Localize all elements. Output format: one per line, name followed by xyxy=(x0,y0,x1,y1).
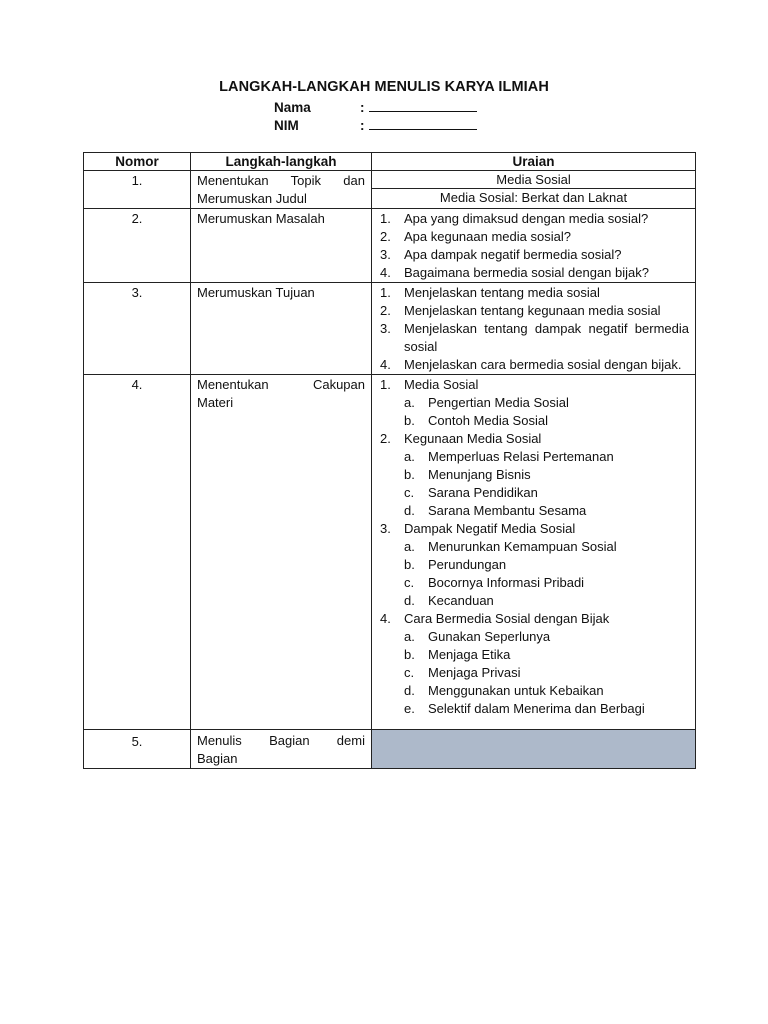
sub-list-item xyxy=(404,682,689,700)
sub-list-text: Menjaga Privasi xyxy=(428,665,521,680)
list-marker: 1. xyxy=(380,377,391,392)
sub-list-item xyxy=(404,466,689,484)
objective-list xyxy=(372,283,695,374)
sub-list-item xyxy=(404,592,689,610)
list-item xyxy=(380,264,689,282)
list-marker: 3. xyxy=(380,521,391,536)
sub-list-text: Pengertian Media Sosial xyxy=(428,395,569,410)
list-item xyxy=(380,284,689,302)
sub-list-marker: d. xyxy=(404,593,415,608)
sub-list-text: Sarana Membantu Sesama xyxy=(428,503,587,518)
list-marker: 1. xyxy=(380,211,391,226)
sub-list-text: Menunjang Bisnis xyxy=(428,467,531,482)
list-marker: 4. xyxy=(380,611,391,626)
meta-nim-label: NIM xyxy=(274,118,299,133)
list-text: Kegunaan Media Sosial xyxy=(404,431,542,446)
sub-list-item xyxy=(404,646,689,664)
row-detail xyxy=(372,375,696,730)
sub-list-marker: b. xyxy=(404,467,415,482)
list-item xyxy=(380,430,689,520)
sub-list-marker: b. xyxy=(404,557,415,572)
list-item xyxy=(380,302,689,320)
sub-list-marker: a. xyxy=(404,395,415,410)
row-number: 3. xyxy=(84,283,191,375)
list-text: Apa dampak negatif bermedia sosial? xyxy=(404,247,622,262)
sub-list-marker: c. xyxy=(404,665,415,680)
sub-list-text: Sarana Pendidikan xyxy=(428,485,538,500)
sub-list-marker: d. xyxy=(404,503,415,518)
sub-list-text: Menjaga Etika xyxy=(428,647,511,662)
list-item xyxy=(380,246,689,264)
sub-list-marker: b. xyxy=(404,413,415,428)
sub-list-text: Memperluas Relasi Pertemanan xyxy=(428,449,614,464)
meta-nama-label: Nama xyxy=(274,100,311,115)
row-step xyxy=(191,730,372,769)
sub-list xyxy=(404,394,689,430)
sub-list-item xyxy=(404,448,689,466)
header-langkah: Langkah-langkah xyxy=(191,153,372,171)
steps-table xyxy=(83,152,696,769)
row-step-line: Materi xyxy=(197,395,234,410)
list-item xyxy=(380,520,689,610)
row-step-line: Merumuskan Judul xyxy=(197,191,307,206)
sub-list-marker: c. xyxy=(404,485,415,500)
list-text: Menjelaskan tentang dampak negatif bermedia sosial xyxy=(404,321,689,354)
sub-list-marker: a. xyxy=(404,629,415,644)
row-step-line: Bagian xyxy=(197,751,238,766)
sub-list-text: Gunakan Seperlunya xyxy=(428,629,551,644)
sub-list-item xyxy=(404,700,689,718)
sub-list-marker: d. xyxy=(404,683,415,698)
row-step xyxy=(191,375,372,730)
sub-list xyxy=(404,538,689,610)
sub-list-item xyxy=(404,574,689,592)
table-row xyxy=(84,375,696,730)
table-header-row xyxy=(84,153,696,171)
list-text: Apa yang dimaksud dengan media sosial? xyxy=(404,211,649,226)
row-step-line: Menulis Bagian demi xyxy=(197,733,365,748)
list-item xyxy=(380,610,689,718)
title-text: Media Sosial: Berkat dan Laknat xyxy=(372,188,695,207)
meta-nama xyxy=(274,99,477,115)
row-number: 2. xyxy=(84,209,191,283)
list-item xyxy=(380,320,689,356)
sub-list-item xyxy=(404,628,689,646)
topic-text: Media Sosial xyxy=(496,172,571,187)
row-step-line: Menentukan Cakupan xyxy=(197,377,365,392)
sub-list-text: Menggunakan untuk Kebaikan xyxy=(428,683,604,698)
row-detail xyxy=(372,209,696,283)
meta-nama-blank[interactable] xyxy=(369,99,477,112)
sub-list-marker: a. xyxy=(404,449,415,464)
list-text: Menjelaskan tentang kegunaan media sosial xyxy=(404,303,661,318)
row-detail xyxy=(372,171,696,209)
list-text: Media Sosial xyxy=(404,377,479,392)
highlighted-empty-cell[interactable] xyxy=(372,730,696,769)
list-marker: 2. xyxy=(380,303,391,318)
sub-list-item xyxy=(404,538,689,556)
table-row xyxy=(84,171,696,209)
sub-list-item xyxy=(404,412,689,430)
list-marker: 2. xyxy=(380,229,391,244)
sub-list-text: Menurunkan Kemampuan Sosial xyxy=(428,539,617,554)
row-detail xyxy=(372,283,696,375)
list-marker: 1. xyxy=(380,285,391,300)
list-item xyxy=(380,228,689,246)
list-text: Apa kegunaan media sosial? xyxy=(404,229,571,244)
document-title: LANGKAH-LANGKAH MENULIS KARYA ILMIAH xyxy=(219,79,549,95)
list-text: Menjelaskan cara bermedia sosial dengan bijak. xyxy=(404,357,682,372)
sub-list xyxy=(404,628,689,718)
table-row xyxy=(84,730,696,769)
list-item xyxy=(380,376,689,430)
row-step-line: Menentukan Topik dan xyxy=(197,173,365,188)
sub-list xyxy=(404,448,689,520)
meta-nim-blank[interactable] xyxy=(369,117,477,130)
list-marker: 3. xyxy=(380,321,391,336)
list-marker: 2. xyxy=(380,431,391,446)
row-number: 5. xyxy=(84,730,191,769)
meta-nim-sep: : xyxy=(360,118,365,133)
scope-list xyxy=(372,375,695,718)
list-text: Bagaimana bermedia sosial dengan bijak? xyxy=(404,265,649,280)
list-marker: 4. xyxy=(380,357,391,372)
row-number: 1. xyxy=(84,171,191,209)
row-number: 4. xyxy=(84,375,191,730)
list-marker: 4. xyxy=(380,265,391,280)
sub-list-marker: a. xyxy=(404,539,415,554)
table-row xyxy=(84,283,696,375)
sub-list-text: Kecanduan xyxy=(428,593,494,608)
sub-list-item xyxy=(404,556,689,574)
row-step xyxy=(191,171,372,209)
list-item xyxy=(380,356,689,374)
list-marker: 3. xyxy=(380,247,391,262)
list-text: Menjelaskan tentang media sosial xyxy=(404,285,600,300)
sub-list-text: Perundungan xyxy=(428,557,507,572)
meta-nim xyxy=(274,117,477,133)
sub-list-item xyxy=(404,484,689,502)
table-row xyxy=(84,209,696,283)
sub-list-item xyxy=(404,394,689,412)
sub-list-marker: b. xyxy=(404,647,415,662)
header-nomor: Nomor xyxy=(84,153,191,171)
list-item xyxy=(380,210,689,228)
list-text: Cara Bermedia Sosial dengan Bijak xyxy=(404,611,610,626)
sub-list-item xyxy=(404,664,689,682)
sub-list-item xyxy=(404,502,689,520)
problem-list xyxy=(372,209,695,282)
header-uraian: Uraian xyxy=(372,153,696,171)
row-step: Merumuskan Masalah xyxy=(191,209,372,283)
list-text: Dampak Negatif Media Sosial xyxy=(404,521,576,536)
sub-list-text: Contoh Media Sosial xyxy=(428,413,548,428)
sub-list-marker: e. xyxy=(404,701,415,716)
meta-nama-sep: : xyxy=(360,100,365,115)
row-step: Merumuskan Tujuan xyxy=(191,283,372,375)
sub-list-text: Bocornya Informasi Pribadi xyxy=(428,575,585,590)
sub-list-marker: c. xyxy=(404,575,415,590)
sub-list-text: Selektif dalam Menerima dan Berbagi xyxy=(428,701,645,716)
